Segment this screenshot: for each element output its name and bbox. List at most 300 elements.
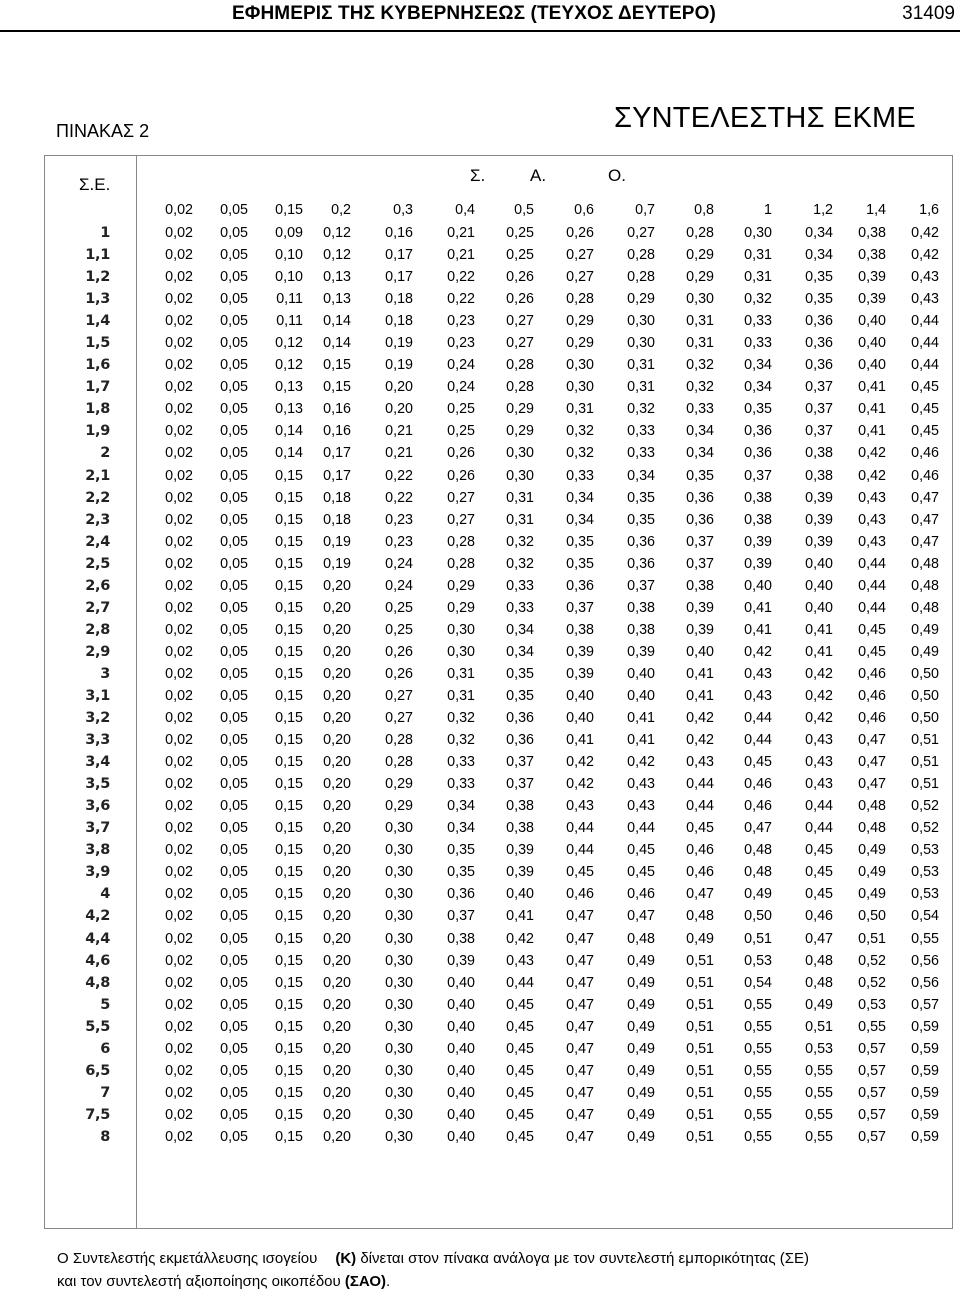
table-cell: 0,37: [744, 467, 772, 484]
table-cell: 0,37: [627, 577, 655, 594]
table-cell: 0,05: [220, 732, 248, 749]
row-label-se: 3,4: [85, 754, 110, 771]
table-cell: 0,52: [858, 974, 886, 991]
row-label-se: 1,2: [85, 269, 110, 286]
table-cell: 0,40: [805, 599, 833, 616]
table-cell: 0,02: [165, 1128, 193, 1145]
table-cell: 0,25: [506, 225, 534, 241]
table-cell: 0,36: [744, 445, 772, 462]
row-label-se: 3,6: [85, 798, 110, 815]
table-cell: 0,14: [275, 445, 303, 462]
table-cell: 0,15: [275, 820, 303, 837]
table-cell: 0,15: [275, 1040, 303, 1057]
table-cell: 0,57: [858, 1040, 886, 1057]
table-cell: 0,27: [385, 687, 413, 704]
table-cell: 0,40: [447, 996, 475, 1013]
table-cell: 0,34: [447, 820, 475, 837]
table-cell: 0,35: [506, 665, 534, 682]
table-cell: 0,05: [220, 401, 248, 418]
table-cell: 0,02: [165, 401, 193, 418]
table-cell: 0,40: [805, 577, 833, 594]
row-label-se: 1,9: [85, 423, 110, 440]
table-cell: 0,10: [275, 247, 303, 264]
table-cell: 0,39: [805, 533, 833, 550]
table-cell: 0,05: [220, 269, 248, 286]
table-cell: 0,40: [447, 1040, 475, 1057]
table-cell: 0,51: [744, 930, 772, 947]
table-cell: 0,13: [323, 291, 351, 308]
table-cell: 0,29: [385, 776, 413, 793]
table-cell: 0,20: [323, 577, 351, 594]
table-cell: 0,15: [275, 776, 303, 793]
table-cell: 0,31: [566, 401, 594, 418]
table-cell: 0,47: [627, 908, 655, 925]
table-cell: 0,27: [566, 247, 594, 264]
table-row: [0, 1126, 960, 1148]
table-cell: 0,33: [686, 401, 714, 418]
table-cell: 0,15: [275, 886, 303, 903]
table-cell: 0,31: [686, 313, 714, 330]
table-cell: 0,44: [686, 798, 714, 815]
table-cell: 0,20: [323, 908, 351, 925]
table-cell: 0,32: [686, 379, 714, 396]
table-row: [0, 928, 960, 950]
table-cell: 0,37: [686, 533, 714, 550]
table-cell: 0,53: [911, 864, 939, 881]
table-cell: 0,25: [385, 599, 413, 616]
table-cell: 0,32: [744, 291, 772, 308]
row-label-se: 2: [100, 445, 110, 462]
table-cell: 0,43: [858, 489, 886, 506]
table-cell: 0,42: [506, 930, 534, 947]
table-cell: 0,44: [627, 820, 655, 837]
table-cell: 0,30: [566, 379, 594, 396]
table-row: [0, 950, 960, 972]
row-label-se: 3,2: [85, 710, 110, 727]
table-cell: 0,53: [911, 842, 939, 859]
table-cell: 0,18: [385, 313, 413, 330]
table-cell: 0,45: [858, 643, 886, 660]
table-cell: 0,25: [447, 423, 475, 440]
table-cell: 0,39: [447, 952, 475, 969]
table-cell: 0,46: [686, 864, 714, 881]
table-cell: 0,18: [323, 511, 351, 528]
table-cell: 0,51: [911, 732, 939, 749]
table-cell: 0,59: [911, 1084, 939, 1101]
table-cell: 0,34: [744, 379, 772, 396]
table-cell: 0,54: [744, 974, 772, 991]
table-row: [0, 994, 960, 1016]
table-cell: 0,02: [165, 643, 193, 660]
table-cell: 0,47: [911, 511, 939, 528]
table-row: [0, 641, 960, 663]
table-cell: 0,05: [220, 820, 248, 837]
table-cell: 0,40: [566, 687, 594, 704]
table-cell: 0,50: [911, 687, 939, 704]
table-cell: 0,55: [744, 996, 772, 1013]
row-label-se: 2,7: [85, 599, 110, 616]
table-cell: 0,29: [627, 291, 655, 308]
table-cell: 0,38: [447, 930, 475, 947]
table-cell: 0,20: [323, 952, 351, 969]
table-cell: 0,57: [858, 1084, 886, 1101]
table-cell: 0,46: [858, 665, 886, 682]
table-cell: 0,13: [275, 379, 303, 396]
table-cell: 0,24: [447, 357, 475, 374]
table-cell: 0,44: [911, 335, 939, 352]
table-cell: 0,28: [447, 555, 475, 572]
table-cell: 0,20: [323, 643, 351, 660]
sao-letter: Α.: [530, 166, 547, 185]
table-row: [0, 398, 960, 420]
table-cell: 0,43: [744, 687, 772, 704]
table-cell: 0,47: [566, 996, 594, 1013]
table-cell: 0,11: [276, 291, 303, 308]
table-cell: 0,43: [627, 798, 655, 815]
table-cell: 0,43: [805, 754, 833, 771]
table-cell: 0,49: [627, 996, 655, 1013]
table-cell: 0,38: [506, 820, 534, 837]
table-cell: 0,43: [911, 291, 939, 308]
table-cell: 0,02: [165, 489, 193, 506]
table-cell: 0,02: [165, 776, 193, 793]
table-cell: 0,26: [506, 291, 534, 308]
table-cell: 0,30: [385, 996, 413, 1013]
row-label-se: 3,9: [85, 864, 110, 881]
table-cell: 0,33: [744, 313, 772, 330]
row-label-se: 4: [100, 886, 110, 903]
table-cell: 0,26: [385, 643, 413, 660]
table-cell: 0,15: [275, 467, 303, 484]
table-cell: 0,41: [858, 401, 886, 418]
row-label-se: 7: [100, 1084, 110, 1101]
table-cell: 0,50: [911, 665, 939, 682]
table-cell: 0,05: [220, 225, 248, 241]
table-cell: 0,34: [447, 798, 475, 815]
table-cell: 0,46: [858, 687, 886, 704]
table-cell: 0,47: [566, 1128, 594, 1145]
row-label-se: 2,5: [85, 555, 110, 572]
table-cell: 0,42: [911, 225, 939, 241]
table-cell: 0,49: [805, 996, 833, 1013]
table-cell: 0,49: [858, 842, 886, 859]
table-cell: 0,24: [447, 379, 475, 396]
table-cell: 0,51: [686, 1106, 714, 1123]
table-cell: 0,05: [220, 621, 248, 638]
table-cell: 0,42: [566, 776, 594, 793]
table-cell: 0,55: [805, 1062, 833, 1079]
table-cell: 0,30: [447, 621, 475, 638]
gazette-title: ΕΦΗΜΕΡΙΣ ΤΗΣ ΚΥΒΕΡΝΗΣΕΩΣ (ΤΕΥΧΟΣ ΔΕΥΤΕΡΟ): [232, 3, 716, 24]
table-row: [0, 376, 960, 398]
table-cell: 0,55: [744, 1018, 772, 1035]
table-cell: 0,29: [566, 335, 594, 352]
table-cell: 0,49: [627, 1084, 655, 1101]
table-cell: 0,33: [627, 423, 655, 440]
table-cell: 0,42: [566, 754, 594, 771]
table-cell: 0,28: [506, 379, 534, 396]
table-cell: 0,22: [385, 489, 413, 506]
table-cell: 0,05: [220, 1040, 248, 1057]
table-cell: 0,46: [627, 886, 655, 903]
row-label-se: 7,5: [85, 1106, 110, 1123]
table-cell: 0,51: [686, 974, 714, 991]
footer-text: και τον συντελεστή αξιοποίησης οικοπέδου: [57, 1273, 341, 1290]
table-cell: 0,12: [275, 357, 303, 374]
table-cell: 0,47: [566, 1084, 594, 1101]
column-header-cell: 0,05: [220, 202, 248, 218]
table-cell: 0,43: [686, 754, 714, 771]
table-cell: 0,39: [744, 555, 772, 572]
table-cell: 0,45: [506, 1040, 534, 1057]
table-cell: 0,05: [220, 665, 248, 682]
table-cell: 0,30: [385, 1018, 413, 1035]
table-cell: 0,39: [686, 621, 714, 638]
table-cell: 0,05: [220, 533, 248, 550]
table-cell: 0,49: [744, 886, 772, 903]
table-cell: 0,43: [627, 776, 655, 793]
table-cell: 0,45: [805, 864, 833, 881]
table-cell: 0,34: [686, 445, 714, 462]
table-cell: 0,22: [447, 269, 475, 286]
table-cell: 0,40: [858, 335, 886, 352]
table-cell: 0,12: [323, 225, 351, 241]
table-cell: 0,40: [447, 1106, 475, 1123]
table-cell: 0,33: [447, 776, 475, 793]
table-cell: 0,29: [385, 798, 413, 815]
table-cell: 0,05: [220, 445, 248, 462]
table-cell: 0,47: [744, 820, 772, 837]
table-cell: 0,02: [165, 511, 193, 528]
table-cell: 0,02: [165, 864, 193, 881]
row-label-se: 5,5: [85, 1018, 110, 1035]
table-cell: 0,15: [275, 489, 303, 506]
table-cell: 0,02: [165, 1018, 193, 1035]
table-cell: 0,53: [805, 1040, 833, 1057]
table-cell: 0,02: [165, 820, 193, 837]
table-cell: 0,05: [220, 599, 248, 616]
table-row: [0, 619, 960, 641]
table-cell: 0,20: [385, 379, 413, 396]
table-cell: 0,27: [385, 710, 413, 727]
table-cell: 0,29: [447, 599, 475, 616]
table-cell: 0,20: [323, 996, 351, 1013]
table-cell: 0,31: [744, 247, 772, 264]
table-cell: 0,47: [566, 952, 594, 969]
table-cell: 0,53: [911, 886, 939, 903]
table-cell: 0,55: [805, 1084, 833, 1101]
footer-note: [57, 1247, 937, 1293]
table-cell: 0,41: [805, 621, 833, 638]
table-cell: 0,47: [805, 930, 833, 947]
table-cell: 0,51: [911, 776, 939, 793]
table-cell: 0,40: [805, 555, 833, 572]
table-cell: 0,15: [275, 974, 303, 991]
row-label-se: 3,1: [85, 687, 110, 704]
page-number: 31409: [902, 3, 955, 24]
table-cell: 0,21: [447, 247, 475, 264]
table-row: [0, 972, 960, 994]
table-cell: 0,51: [858, 930, 886, 947]
table-cell: 0,05: [220, 643, 248, 660]
table-cell: 0,35: [447, 864, 475, 881]
coefficient-table-body: [0, 222, 960, 1148]
table-cell: 0,05: [220, 313, 248, 330]
table-cell: 0,45: [627, 842, 655, 859]
table-cell: 0,48: [911, 555, 939, 572]
column-header-cell: 0,6: [574, 202, 594, 218]
table-cell: 0,05: [220, 291, 248, 308]
column-header-cell: 0,5: [514, 202, 534, 218]
table-cell: 0,50: [911, 710, 939, 727]
table-row: [0, 266, 960, 288]
table-cell: 0,02: [165, 1106, 193, 1123]
table-cell: 0,55: [744, 1106, 772, 1123]
table-cell: 0,37: [805, 423, 833, 440]
table-cell: 0,16: [385, 225, 413, 241]
table-cell: 0,42: [858, 467, 886, 484]
table-cell: 0,49: [911, 621, 939, 638]
table-cell: 0,23: [447, 313, 475, 330]
column-header-row: [0, 199, 960, 221]
table-cell: 0,51: [686, 952, 714, 969]
table-cell: 0,28: [627, 269, 655, 286]
table-cell: 0,02: [165, 533, 193, 550]
table-cell: 0,40: [447, 1062, 475, 1079]
table-cell: 0,20: [323, 1106, 351, 1123]
table-cell: 0,43: [858, 533, 886, 550]
row-label-se: 4,8: [85, 974, 110, 991]
table-cell: 0,43: [805, 732, 833, 749]
row-label-se: 1,7: [85, 379, 110, 396]
column-header-cell: 0,8: [694, 202, 714, 218]
table-cell: 0,05: [220, 864, 248, 881]
table-cell: 0,02: [165, 974, 193, 991]
table-cell: 0,15: [275, 1018, 303, 1035]
table-cell: 0,02: [165, 379, 193, 396]
table-cell: 0,20: [323, 1084, 351, 1101]
table-cell: 0,32: [506, 555, 534, 572]
table-cell: 0,30: [686, 291, 714, 308]
table-cell: 0,44: [744, 710, 772, 727]
table-cell: 0,05: [220, 798, 248, 815]
table-cell: 0,43: [566, 798, 594, 815]
table-cell: 0,47: [566, 1062, 594, 1079]
table-cell: 0,05: [220, 1106, 248, 1123]
table-cell: 0,48: [911, 599, 939, 616]
column-header-cell: 0,15: [275, 202, 303, 218]
sao-letter: Σ.: [470, 166, 486, 185]
row-label-se: 1,3: [85, 291, 110, 308]
table-cell: 0,36: [506, 710, 534, 727]
table-cell: 0,47: [566, 908, 594, 925]
table-cell: 0,33: [506, 577, 534, 594]
table-cell: 0,17: [385, 247, 413, 264]
table-cell: 0,45: [506, 1106, 534, 1123]
table-cell: 0,28: [447, 533, 475, 550]
table-cell: 0,20: [323, 1018, 351, 1035]
table-row: [0, 1082, 960, 1104]
table-cell: 0,37: [686, 555, 714, 572]
table-cell: 0,48: [744, 842, 772, 859]
table-row: [0, 332, 960, 354]
row-label-se: 2,8: [85, 621, 110, 638]
table-row: [0, 310, 960, 332]
table-cell: 0,33: [744, 335, 772, 352]
table-cell: 0,34: [566, 489, 594, 506]
table-cell: 0,35: [566, 533, 594, 550]
table-cell: 0,27: [506, 335, 534, 352]
table-cell: 0,32: [686, 357, 714, 374]
table-cell: 0,49: [911, 643, 939, 660]
table-cell: 0,05: [220, 974, 248, 991]
table-cell: 0,30: [385, 842, 413, 859]
table-cell: 0,36: [627, 533, 655, 550]
table-cell: 0,29: [566, 313, 594, 330]
table-heading: ΣΥΝΤΕΛΕΣΤΗΣ ΕΚΜΕ: [614, 102, 916, 134]
table-cell: 0,29: [447, 577, 475, 594]
column-header-cell: 0,4: [455, 202, 475, 218]
table-cell: 0,30: [447, 643, 475, 660]
table-cell: 0,47: [566, 1106, 594, 1123]
table-cell: 0,41: [744, 621, 772, 638]
table-cell: 0,44: [744, 732, 772, 749]
table-row: [0, 420, 960, 442]
table-cell: 0,40: [447, 1084, 475, 1101]
table-cell: 0,45: [805, 886, 833, 903]
table-cell: 0,55: [744, 1128, 772, 1145]
table-cell: 0,15: [275, 908, 303, 925]
table-cell: 0,15: [323, 357, 351, 374]
table-cell: 0,02: [165, 555, 193, 572]
table-cell: 0,55: [744, 1062, 772, 1079]
table-cell: 0,23: [385, 533, 413, 550]
table-row: [0, 244, 960, 266]
column-header-cell: 1,4: [866, 202, 886, 218]
table-cell: 0,05: [220, 511, 248, 528]
table-cell: 0,31: [447, 687, 475, 704]
row-label-se: 2,2: [85, 489, 110, 506]
table-cell: 0,41: [627, 710, 655, 727]
column-header-cell: 1: [764, 202, 772, 218]
table-cell: 0,57: [858, 1128, 886, 1145]
table-cell: 0,52: [911, 820, 939, 837]
table-cell: 0,47: [911, 489, 939, 506]
table-cell: 0,55: [805, 1128, 833, 1145]
table-row: [0, 729, 960, 751]
table-cell: 0,49: [627, 1128, 655, 1145]
table-cell: 0,20: [323, 798, 351, 815]
table-cell: 0,41: [686, 687, 714, 704]
table-cell: 0,40: [858, 357, 886, 374]
table-cell: 0,46: [805, 908, 833, 925]
table-row: [0, 288, 960, 310]
table-row: [0, 883, 960, 905]
row-label-se: 6,5: [85, 1062, 110, 1079]
table-cell: 0,38: [744, 489, 772, 506]
table-cell: 0,34: [805, 247, 833, 264]
table-cell: 0,19: [323, 555, 351, 572]
table-row: [0, 795, 960, 817]
table-cell: 0,38: [686, 577, 714, 594]
table-cell: 0,02: [165, 710, 193, 727]
table-cell: 0,05: [220, 908, 248, 925]
table-cell: 0,59: [911, 1062, 939, 1079]
table-cell: 0,36: [805, 335, 833, 352]
table-cell: 0,30: [385, 1040, 413, 1057]
table-cell: 0,19: [385, 357, 413, 374]
row-label-se: 4,4: [85, 930, 110, 947]
